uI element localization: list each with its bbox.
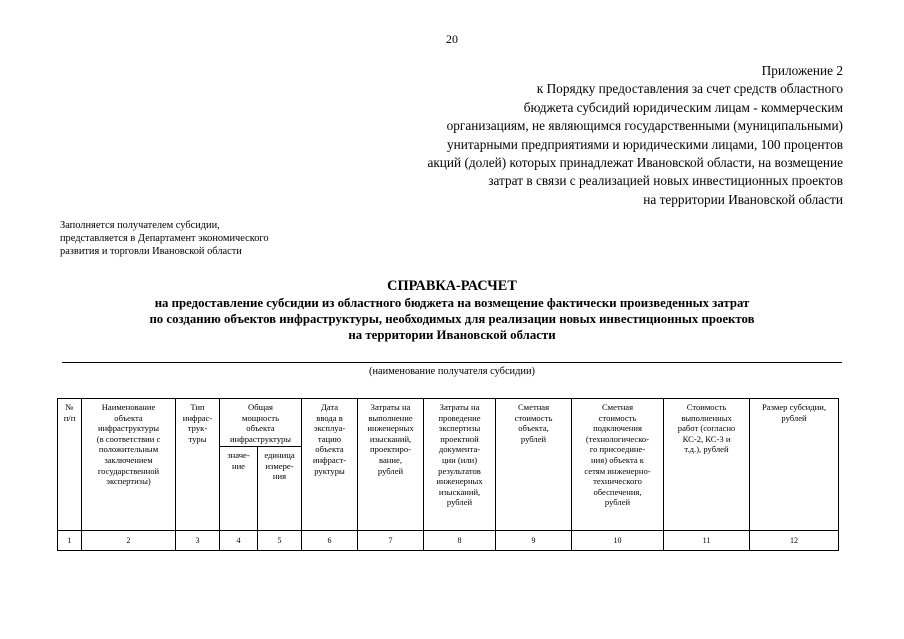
header-text-line: трук-: [187, 423, 208, 434]
header-text-line: ния) объекта к: [591, 454, 644, 465]
header-text-line: КС-2, КС-3 и: [682, 433, 731, 444]
header-text-line: руктуры: [314, 465, 345, 476]
title-line: на предоставление субсидии из областного бюджета на возмещение фактически произведенных затрат: [154, 296, 750, 310]
header-text-line: стоимость: [598, 412, 637, 423]
title-line: на территории Ивановской области: [348, 328, 556, 342]
header-text-line: Стоимость: [686, 402, 727, 412]
header-text-line: Наименование: [101, 402, 156, 412]
column-number: 7: [358, 531, 424, 551]
column-number: 5: [258, 531, 302, 551]
header-text-line: сетям инженерно-: [584, 465, 651, 476]
header-text-line: (технологическо-: [585, 433, 650, 444]
header-col-5: [258, 447, 302, 531]
fill-note-line: развития и торговли Ивановской области: [60, 246, 242, 258]
appendix-line: Приложение 2: [761, 63, 843, 78]
header-text-line: Размер субсидии,: [762, 402, 826, 412]
header-text-line: Затраты на: [370, 402, 411, 412]
column-number: 4: [220, 531, 258, 551]
header-text-line: Тип: [190, 402, 205, 412]
header-text-line: ние: [231, 460, 245, 471]
column-number: 11: [664, 531, 750, 551]
appendix-line: бюджета субсидий юридическим лицам - коммерческим: [523, 99, 843, 115]
header-text-line: результатов: [438, 465, 481, 476]
table-header-row: [58, 399, 839, 447]
header-text-line: документа-: [438, 444, 481, 455]
column-number: 9: [496, 531, 572, 551]
header-col-11: [664, 399, 750, 531]
title-line: по созданию объектов инфраструктуры, необходимых для реализации новых инвестиционных проектов: [149, 312, 755, 326]
header-text-line: обеспечения,: [593, 486, 642, 497]
header-col-8: [424, 399, 496, 531]
header-text-line: мощность: [242, 412, 279, 423]
fill-note-line: Заполняется получателем субсидии,: [60, 220, 220, 231]
page-number: 20: [446, 32, 458, 46]
header-text-line: ния: [272, 471, 287, 482]
header-col-2: [82, 399, 176, 531]
header-text-line: работ (согласно: [677, 423, 736, 434]
header-text-line: инфрас-: [182, 412, 213, 423]
recipient-caption: (наименование получателя субсидии): [369, 366, 535, 377]
header-text-line: №: [65, 402, 74, 412]
header-text-line: объекта: [246, 423, 275, 434]
appendix-line: организациям, не являющимся государственными (муниципальными): [446, 118, 843, 134]
header-col-12: [750, 399, 839, 531]
header-col-4-5: [220, 399, 302, 447]
header-text-line: эксплуа-: [313, 423, 346, 434]
column-number: 6: [302, 531, 358, 551]
header-text-line: инфраст-: [312, 454, 347, 465]
header-text-line: Общая: [248, 402, 273, 412]
header-text-line: объекта: [114, 412, 143, 423]
header-text-line: рублей: [781, 412, 807, 423]
header-text-line: экспертизы): [106, 476, 151, 487]
header-text-line: рублей: [446, 497, 473, 508]
header-text-line: тацию: [317, 433, 342, 444]
column-numbers-row: [58, 531, 839, 551]
header-text-line: проведение: [438, 412, 481, 423]
header-text-line: вание,: [379, 454, 402, 465]
fill-note: [60, 219, 269, 259]
appendix-line: унитарными предприятиями и юридическими лицами, 100 процентов: [446, 136, 843, 152]
appendix-line: на территории Ивановской области: [643, 191, 843, 207]
header-text-line: объекта: [315, 444, 344, 455]
header-text-line: заключением: [104, 454, 153, 465]
header-text-line: рублей: [604, 497, 631, 508]
column-number: 2: [82, 531, 176, 551]
header-text-line: подключения: [593, 423, 642, 434]
header-text-line: инженерных: [436, 476, 483, 487]
header-text-line: проектной: [440, 433, 479, 444]
header-text-line: ввода в: [316, 412, 343, 423]
title-heading: СПРАВКА-РАСЧЕТ: [387, 278, 517, 294]
header-text-line: ции (или): [441, 454, 478, 465]
header-text-line: п/п: [63, 412, 76, 423]
header-text-line: стоимость: [514, 412, 553, 423]
header-text-line: Дата: [320, 402, 339, 412]
column-number: 8: [424, 531, 496, 551]
header-text-line: инфраструктуры: [97, 423, 160, 434]
calculation-table: [57, 398, 839, 551]
header-text-line: положительным: [98, 444, 159, 455]
header-col-4: [220, 447, 258, 531]
header-text-line: технического: [593, 476, 642, 487]
header-text-line: Затраты на: [439, 402, 480, 412]
header-col-10: [572, 399, 664, 531]
header-text-line: рублей: [520, 433, 547, 444]
appendix-line: к Порядку предоставления за счет средств областного: [536, 81, 843, 97]
header-text-line: выполнение: [368, 412, 413, 423]
header-col-6: [302, 399, 358, 531]
header-text-line: значе-: [227, 450, 250, 460]
column-number: 10: [572, 531, 664, 551]
header-text-line: Сметная: [601, 402, 634, 412]
header-text-line: измере-: [265, 460, 294, 471]
header-text-line: (в соответствии с: [96, 433, 161, 444]
header-col-7: [358, 399, 424, 531]
recipient-name-line: [62, 362, 842, 363]
header-text-line: проектиро-: [370, 444, 411, 455]
column-number: 1: [58, 531, 82, 551]
header-col-3: [176, 399, 220, 531]
header-text-line: выполненных: [681, 412, 732, 423]
fill-note-line: представляется в Департамент экономического: [60, 233, 269, 245]
header-col-9: [496, 399, 572, 531]
header-col-1: [58, 399, 82, 531]
appendix-block: [323, 62, 843, 209]
header-text-line: инфраструктуры: [229, 433, 292, 444]
appendix-line: акций (долей) которых принадлежат Ивановской области, на возмещение: [427, 155, 843, 171]
header-text-line: экспертизы: [438, 423, 481, 434]
header-text-line: изысканий,: [369, 433, 412, 444]
appendix-line: затрат в связи с реализацией новых инвестиционных проектов: [488, 173, 843, 189]
header-text-line: изысканий,: [438, 486, 481, 497]
column-number: 3: [176, 531, 220, 551]
header-text-line: государственной: [97, 465, 160, 476]
header-text-line: единица: [264, 450, 295, 460]
header-text-line: инженерных: [367, 423, 414, 434]
header-text-line: туры: [188, 433, 207, 444]
header-text-line: объекта,: [518, 423, 549, 434]
document-title: [0, 278, 904, 343]
header-text-line: го присоедине-: [589, 444, 646, 455]
column-number: 12: [750, 531, 839, 551]
header-text-line: т.д.), рублей: [684, 444, 729, 455]
header-text-line: Сметная: [517, 402, 550, 412]
header-text-line: рублей: [377, 465, 404, 476]
